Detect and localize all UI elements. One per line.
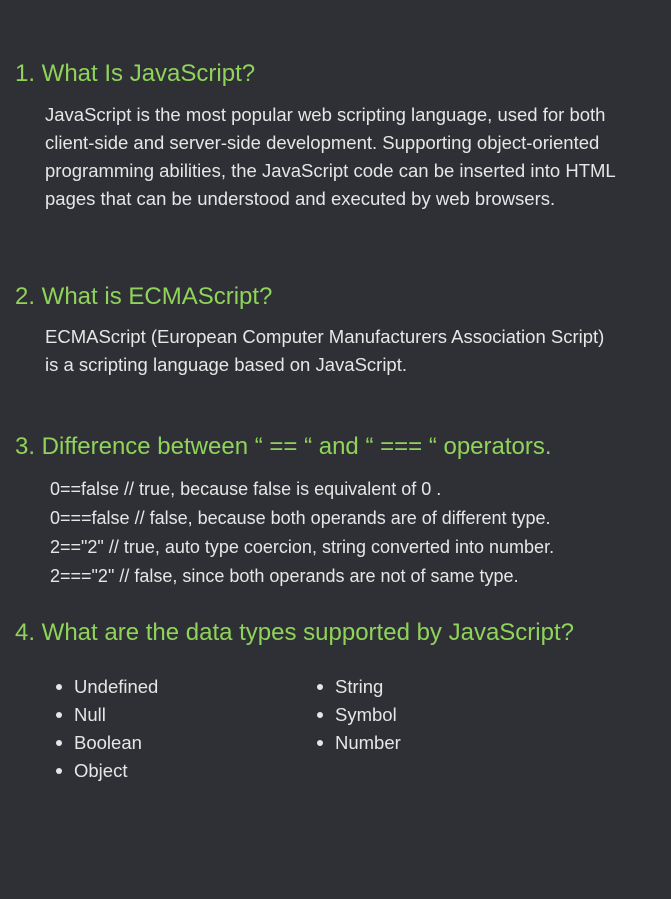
data-type-label: Undefined	[74, 676, 159, 697]
operator-example-line: 2==="2" // false, since both operands are not of same type.	[50, 566, 519, 586]
bullet-icon	[56, 712, 62, 718]
bullet-icon	[317, 684, 323, 690]
section-2-body: ECMAScript (European Computer Manufacturers Association Script) is a scripting language based on JavaScript.	[45, 326, 605, 375]
section-1-body: JavaScript is the most popular web scripting language, used for both client-side and server-side development. Supporting object-oriented programming abilities, the JavaScript code can be inserted into HTML pages that can be understood and executed by web browsers.	[45, 104, 616, 209]
operator-examples-list	[50, 475, 665, 591]
section-1-heading: 1. What Is JavaScript?	[15, 60, 256, 87]
data-type-label: Null	[74, 704, 106, 725]
data-types-list-right	[317, 673, 401, 757]
data-type-label: Object	[74, 760, 128, 781]
section-2-heading: 2. What is ECMAScript?	[15, 283, 273, 310]
list-item	[56, 673, 158, 701]
bullet-icon	[317, 740, 323, 746]
data-type-label: Symbol	[335, 704, 397, 725]
bullet-icon	[56, 740, 62, 746]
data-types-list-left	[56, 673, 158, 785]
data-type-label: String	[335, 676, 384, 697]
section-4-heading: 4. What are the data types supported by JavaScript?	[15, 619, 574, 646]
bullet-icon	[56, 768, 62, 774]
operator-example-line: 2=="2" // true, auto type coercion, string converted into number.	[50, 537, 555, 557]
list-item	[56, 729, 158, 757]
list-item	[317, 673, 401, 701]
bullet-icon	[317, 712, 323, 718]
data-type-label: Number	[335, 732, 401, 753]
data-type-label: Boolean	[74, 732, 142, 753]
list-item	[317, 701, 401, 729]
section-3-heading: 3. Difference between “ == “ and “ === “ operators.	[15, 433, 552, 460]
list-item	[56, 757, 158, 785]
operator-example-line: 0==false // true, because false is equivalent of 0 .	[50, 479, 442, 499]
operator-example-line: 0===false // false, because both operands are of different type.	[50, 508, 551, 528]
list-item	[56, 701, 158, 729]
bullet-icon	[56, 684, 62, 690]
list-item	[317, 729, 401, 757]
